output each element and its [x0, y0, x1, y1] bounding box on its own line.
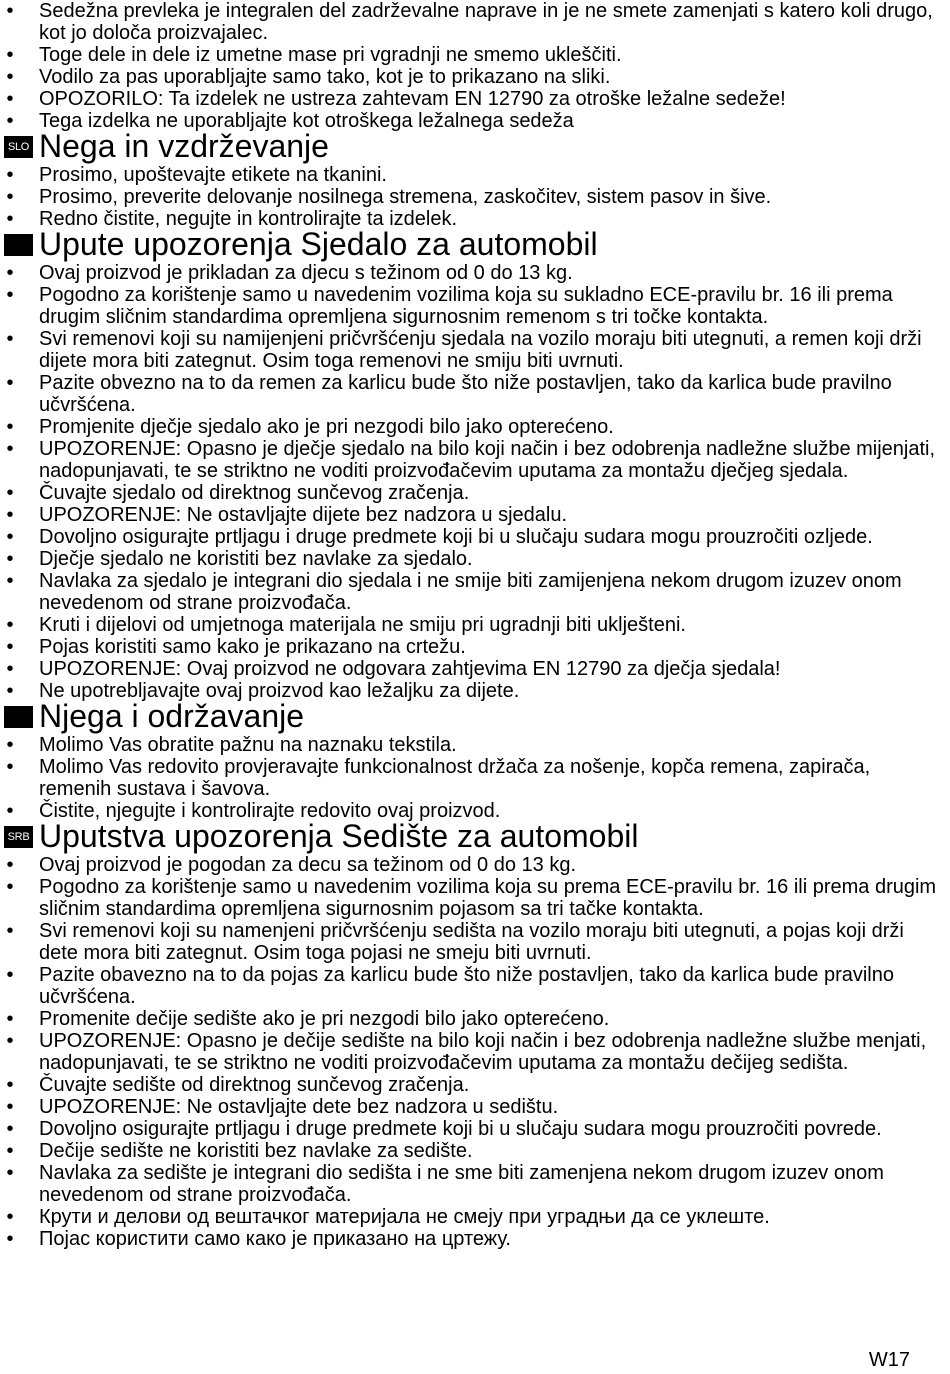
- language-tag: [4, 234, 33, 256]
- section: [0, 818, 950, 1250]
- bullet-icon: •: [6, 876, 14, 898]
- list-item: [0, 570, 950, 614]
- section-title: Upute upozorenja Sjedalo za automobil: [39, 226, 598, 262]
- list-item: [0, 920, 950, 964]
- bullet-icon: •: [6, 328, 14, 350]
- list-item-text: UPOZORENJE: Ne ostavljajte dete bez nadzora u sedištu.: [39, 1096, 559, 1118]
- list-item-text: Molimo Vas obratite pažnu na naznaku tekstila.: [39, 734, 457, 756]
- bullet-icon: •: [6, 504, 14, 526]
- bullet-icon: •: [6, 262, 14, 284]
- bullet-icon: •: [6, 636, 14, 658]
- list-item-text: UPOZORENJE: Opasno je dječje sjedalo na bilo koji način i bez odobrenja nadležne službe mijenjati, nadopunjavati, te se striktno ne voditi proizvođačevim uputama za montažu dječjeg sjedala.: [39, 438, 936, 482]
- bullet-icon: •: [6, 110, 14, 132]
- sections-container: [0, 128, 950, 1250]
- list-item: [0, 1162, 950, 1206]
- list-item-text: Pojas koristiti samo kako je prikazano na crtežu.: [39, 636, 466, 658]
- list-item-text: Čuvajte sedište od direktnog sunčevog zračenja.: [39, 1074, 470, 1096]
- list-item: [0, 1140, 950, 1162]
- section: [0, 698, 950, 822]
- list-item-text: Redno čistite, negujte in kontrolirajte ta izdelek.: [39, 208, 458, 230]
- section-heading: [0, 128, 950, 164]
- bullet-icon: •: [6, 570, 14, 592]
- bullet-icon: •: [6, 416, 14, 438]
- list-item-text: Čuvajte sjedalo od direktnog sunčevog zračenja.: [39, 482, 470, 504]
- bullet-icon: •: [6, 756, 14, 778]
- bullet-icon: •: [6, 1118, 14, 1140]
- list-item-text: Sedežna prevleka je integralen del zadrževalne naprave in je ne smete zamenjati s katero koli drugo, kot jo določa proizvajalec.: [39, 0, 933, 44]
- list-item-text: Pogodno za korištenje samo u navedenim vozilima koja su sukladno ECE-pravilu br. 16 ili prema drugim sličnim standardima opremljena sigurnosnim remenom s tri točke kontakta.: [39, 284, 893, 328]
- section-title: Uputstva upozorenja Sedište za automobil: [39, 818, 639, 854]
- bullet-icon: •: [6, 164, 14, 186]
- list-item-text: Dečije sedište ne koristiti bez navlake za sedište.: [39, 1140, 473, 1162]
- bullet-icon: •: [6, 1030, 14, 1052]
- language-tag: SLO: [4, 136, 33, 158]
- section-title: Nega in vzdrževanje: [39, 128, 329, 164]
- list-item-text: UPOZORENJE: Opasno je dečije sedište na bilo koji način i bez odobrenja nadležne službe menjati, nadopunjavati, te se striktno ne voditi proizvođačevim uputama za montažu dečijeg sedišta.: [39, 1030, 927, 1074]
- intro-list: [0, 0, 950, 132]
- list-item: [0, 1206, 950, 1228]
- list-item-text: UPOZORENJE: Ne ostavljajte dijete bez nadzora u sjedalu.: [39, 504, 568, 526]
- list-item: [0, 1074, 950, 1096]
- bullet-icon: •: [6, 920, 14, 942]
- list-item-text: Svi remenovi koji su namijenjeni pričvršćenju sjedala na vozilo moraju biti utegnuti, a remen koji drži dijete mora biti zategnut. Osim toga remenovi ne smiju biti uvrnuti.: [39, 328, 922, 372]
- list-item: [0, 66, 950, 88]
- list-item: [0, 876, 950, 920]
- bullet-icon: •: [6, 186, 14, 208]
- list-item-text: Toge dele in dele iz umetne mase pri vgradnji ne smemo ukleščiti.: [39, 44, 622, 66]
- list-item: [0, 614, 950, 636]
- list-item-text: Ne upotrebljavajte ovaj proizvod kao ležaljku za dijete.: [39, 680, 520, 702]
- list-item-text: Pazite obavezno na to da pojas za karlicu bude što niže postavljen, tako da karlica bude pravilno učvršćena.: [39, 964, 894, 1008]
- bullet-icon: •: [6, 526, 14, 548]
- list-item: [0, 372, 950, 416]
- list-item: [0, 88, 950, 110]
- bullet-icon: •: [6, 0, 14, 22]
- list-item: [0, 1008, 950, 1030]
- list-item: [0, 0, 950, 44]
- list-item: [0, 526, 950, 548]
- list-item-text: Pazite obvezno na to da remen za karlicu bude što niže postavljen, tako da karlica bude pravilno učvršćena.: [39, 372, 892, 416]
- list-item: [0, 164, 950, 186]
- list-item-text: Kruti i dijelovi od umjetnoga materijala ne smiju pri ugradnji biti uklješteni.: [39, 614, 686, 636]
- section-list: [0, 164, 950, 230]
- language-tag: SRB: [4, 826, 33, 848]
- bullet-icon: •: [6, 284, 14, 306]
- list-item: [0, 328, 950, 372]
- list-item: [0, 1228, 950, 1250]
- bullet-icon: •: [6, 734, 14, 756]
- bullet-icon: •: [6, 548, 14, 570]
- list-item-text: Molimo Vas redovito provjeravajte funkcionalnost držača za nošenje, kopča remena, zapirača, remenih sustava i šavova.: [39, 756, 871, 800]
- list-item: [0, 186, 950, 208]
- list-item-text: OPOZORILO: Ta izdelek ne ustreza zahtevam EN 12790 za otroške ležalne sedeže!: [39, 88, 786, 110]
- bullet-icon: •: [6, 854, 14, 876]
- bullet-icon: •: [6, 680, 14, 702]
- bullet-icon: •: [6, 44, 14, 66]
- bullet-icon: •: [6, 66, 14, 88]
- list-item-text: Prosimo, upoštevajte etikete na tkanini.: [39, 164, 387, 186]
- section-list: [0, 262, 950, 702]
- list-item-text: Ovaj proizvod je prikladan za djecu s težinom od 0 do 13 kg.: [39, 262, 573, 284]
- list-item: [0, 854, 950, 876]
- bullet-icon: •: [6, 438, 14, 460]
- list-item-text: Dovoljno osigurajte prtljagu i druge predmete koji bi u slučaju sudara mogu prouzročiti ozljede.: [39, 526, 873, 548]
- list-item: [0, 284, 950, 328]
- list-item-text: Ovaj proizvod je pogodan za decu sa težinom od 0 do 13 kg.: [39, 854, 577, 876]
- section-heading: [0, 818, 950, 854]
- bullet-icon: •: [6, 482, 14, 504]
- bullet-icon: •: [6, 1074, 14, 1096]
- list-item-text: Крути и делови од вештачког материјала не смеју при уградњи да се уклеште.: [39, 1206, 770, 1228]
- section: [0, 226, 950, 702]
- list-item-text: Promenite dečije sedište ako je pri nezgodi bilo jako opterećeno.: [39, 1008, 610, 1030]
- bullet-icon: •: [6, 1096, 14, 1118]
- list-item-text: Čistite, njegujte i kontrolirajte redovito ovaj proizvod.: [39, 800, 501, 822]
- bullet-icon: •: [6, 88, 14, 110]
- list-item: [0, 734, 950, 756]
- list-item: [0, 1096, 950, 1118]
- bullet-icon: •: [6, 964, 14, 986]
- bullet-icon: •: [6, 208, 14, 230]
- bullet-icon: •: [6, 800, 14, 822]
- list-item: [0, 636, 950, 658]
- section-heading: [0, 226, 950, 262]
- list-item-text: Navlaka za sjedalo je integrani dio sjedala i ne smije biti zamijenjena nekom drugom izuzev onom nevedenom od strane proizvođača.: [39, 570, 902, 614]
- list-item-text: Појас користити само како је приказано на цртежу.: [39, 1228, 511, 1250]
- bullet-icon: •: [6, 1008, 14, 1030]
- list-item: [0, 756, 950, 800]
- list-item: [0, 416, 950, 438]
- bullet-icon: •: [6, 658, 14, 680]
- list-item-text: Vodilo za pas uporabljajte samo tako, kot je to prikazano na sliki.: [39, 66, 611, 88]
- list-item: [0, 964, 950, 1008]
- list-item-text: Svi remenovi koji su namenjeni pričvršćenju sedišta na vozilo moraju biti utegnuti, a pojas koji drži dete mora biti zategnut. Osim toga pojasi ne smeju biti uvrnuti.: [39, 920, 904, 964]
- list-item: [0, 1030, 950, 1074]
- bullet-icon: •: [6, 1140, 14, 1162]
- list-item: [0, 438, 950, 482]
- list-item-text: UPOZORENJE: Ovaj proizvod ne odgovara zahtjevima EN 12790 za dječja sjedala!: [39, 658, 781, 680]
- bullet-icon: •: [6, 1162, 14, 1184]
- section: [0, 128, 950, 230]
- section-list: [0, 854, 950, 1250]
- list-item: [0, 1118, 950, 1140]
- page-label: W17: [868, 1349, 910, 1371]
- bullet-icon: •: [6, 1228, 14, 1250]
- section-title: Njega i održavanje: [39, 698, 305, 734]
- list-item: [0, 262, 950, 284]
- list-item-text: Tega izdelka ne uporabljajte kot otroškega ležalnega sedeža: [39, 110, 574, 132]
- language-tag: [4, 706, 33, 728]
- list-item: [0, 504, 950, 526]
- list-item-text: Navlaka za sedište je integrani dio sedišta i ne sme biti zamenjena nekom drugom izuzev onom nevedenom od strane proizvođača.: [39, 1162, 884, 1206]
- bullet-icon: •: [6, 614, 14, 636]
- list-item-text: Pogodno za korištenje samo u navedenim vozilima koja su prema ECE-pravilu br. 16 ili prema drugim sličnim standardima opremljena sigurnosnim pojasom sa tri tačke kontakta.: [39, 876, 937, 920]
- list-item-text: Prosimo, preverite delovanje nosilnega stremena, zaskočitev, sistem pasov in šive.: [39, 186, 772, 208]
- section-heading: [0, 698, 950, 734]
- list-item-text: Promjenite dječje sjedalo ako je pri nezgodi bilo jako opterećeno.: [39, 416, 614, 438]
- bullet-icon: •: [6, 1206, 14, 1228]
- list-item: [0, 548, 950, 570]
- bullet-icon: •: [6, 372, 14, 394]
- section-list: [0, 734, 950, 822]
- list-item-text: Dovoljno osigurajte prtljagu i druge predmete koji bi u slučaju sudara mogu prouzročiti povrede.: [39, 1118, 882, 1140]
- list-item: [0, 44, 950, 66]
- list-item: [0, 482, 950, 504]
- list-item-text: Dječje sjedalo ne koristiti bez navlake za sjedalo.: [39, 548, 473, 570]
- list-item: [0, 658, 950, 680]
